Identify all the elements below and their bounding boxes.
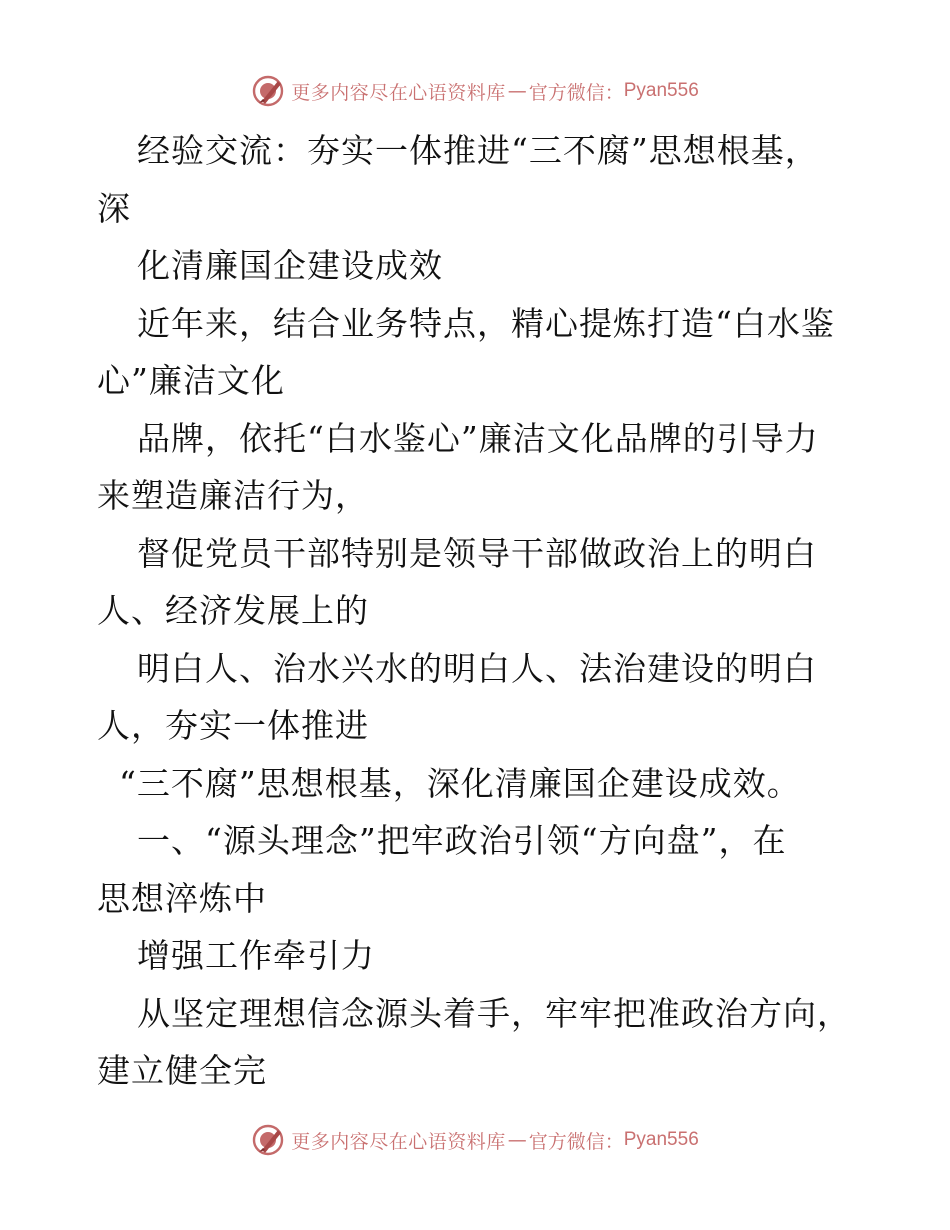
text-line: “三不腐”思想根基，深化清廉国企建设成效。 — [119, 763, 801, 803]
text-line: 人，夯实一体推进 — [97, 706, 369, 745]
watermark-text: 更多内容尽在心语资料库 — [291, 1130, 506, 1153]
text-line: 化清廉国企建设成效 — [137, 246, 443, 285]
text-line: 深 — [97, 188, 131, 228]
watermark-id: Pyan556 — [623, 1129, 699, 1150]
text-line: 品牌，依托“白水鉴心”廉洁文化品牌的引导力 — [137, 418, 819, 458]
text-line: 人、经济发展上的 — [97, 591, 369, 630]
watermark-sub: 官方微信： — [528, 1130, 624, 1153]
footer-watermark — [0, 1120, 950, 1160]
watermark-dash: — — [507, 1129, 527, 1151]
watermark-dash: — — [507, 80, 527, 102]
seal-pen-logo-icon — [251, 74, 285, 108]
text-line: 经验交流：夯实一体推进“三不腐”思想根基， — [137, 131, 819, 170]
watermark-sub: 官方微信： — [528, 81, 624, 104]
text-line: 督促党员干部特别是领导干部做政治上的明白 — [137, 533, 817, 573]
watermark-id: Pyan556 — [623, 80, 699, 101]
seal-pen-logo-icon — [251, 1123, 285, 1157]
text-line: 思想淬炼中 — [97, 878, 267, 918]
text-line: 建立健全完 — [97, 1051, 267, 1090]
text-line: 从坚定理想信念源头着手，牢牢把准政治方向， — [137, 993, 851, 1033]
text-line: 心”廉洁文化 — [97, 361, 285, 400]
document-body — [97, 122, 867, 1100]
watermark-text: 更多内容尽在心语资料库 — [291, 81, 506, 104]
text-line: 一、“源头理念”把牢政治引领“方向盘”，在 — [137, 821, 787, 860]
text-line: 近年来，结合业务特点，精心提炼打造“白水鉴 — [137, 303, 835, 343]
header-watermark — [0, 71, 950, 111]
text-line: 明白人、治水兴水的明白人、法治建设的明白 — [137, 648, 817, 688]
text-line: 增强工作牵引力 — [137, 936, 375, 975]
text-line: 来塑造廉洁行为， — [97, 476, 369, 515]
